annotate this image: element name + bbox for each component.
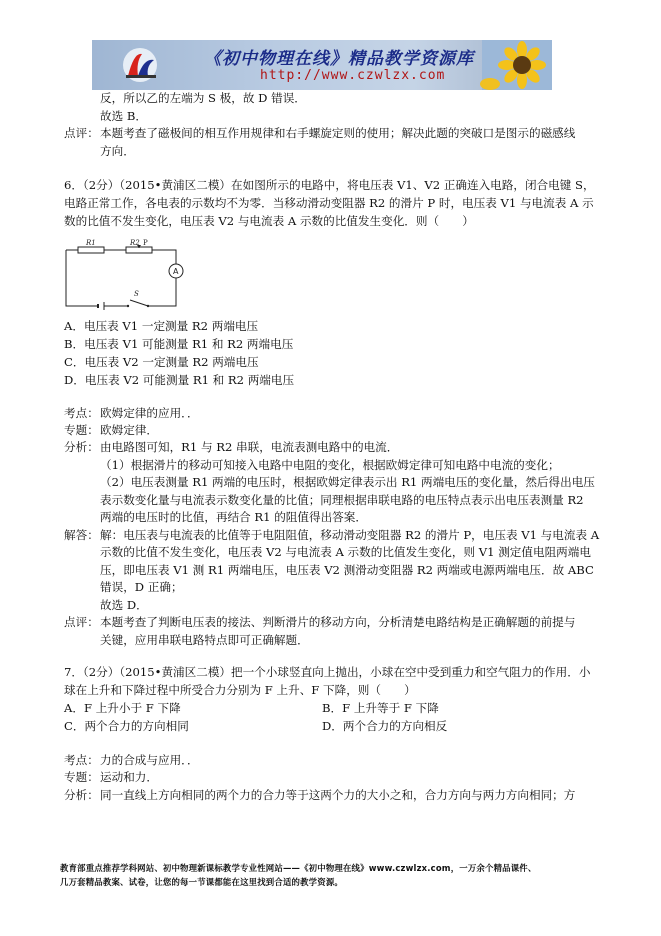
r1-label: R1 (86, 239, 96, 247)
q6-dianping-line1: 本题考查了判断电压表的接法、判断滑片的移动方向，分析清楚电路结构是正确解题的前提与 (100, 615, 576, 629)
prev-line1: 反，所以乙的左端为 S 极，故 D 错误． (100, 91, 306, 105)
resistor-r1-icon (78, 247, 104, 253)
p-label: P (143, 239, 148, 247)
q6-circuit-diagram (64, 239, 190, 310)
q6-dianping-label: 点评： (64, 615, 99, 629)
footer-line2: 几万套精品教案、试卷，让您的每一节课都能在这里找到合适的教学资源。 (60, 877, 343, 887)
q6-fenxi-line4: 表示数变化量与电流表示数变化量的比值；同理根据串联电路的电压特点表示出电压表测量 R2 (100, 493, 584, 507)
r2-label: R2 (130, 239, 140, 247)
prev-comment-line1: 本题考查了磁极间的相互作用规律和右手螺旋定则的使用；解决此题的突破口是图示的磁感线 (100, 126, 576, 140)
site-logo-icon (120, 46, 160, 84)
banner-url[interactable]: http://www.czwlzx.com (260, 68, 446, 83)
q6-stem-line3: 数的比值不发生变化，电压表 V2 与电流表 A 示数的比值发生变化．则（ ） (64, 214, 474, 228)
banner-title: 《初中物理在线》精品教学资源库 (204, 49, 474, 69)
q6-kaodian-label: 考点： (64, 406, 99, 420)
q7-kaodian-label: 考点： (64, 753, 99, 767)
q6-zhuanti-label: 专题： (64, 423, 99, 437)
q6-stem-line2: 电路正常工作，各电表的示数均不为零．当移动滑动变阻器 R2 的滑片 P 时，电压表 V1 与电流表 A 示 (64, 196, 594, 210)
q6-fenxi-line5: 两端的电压时的比值，再结合 R1 的阻值得出答案． (100, 510, 367, 524)
q6-option-b: B．电压表 V1 可能测量 R1 和 R2 两端电压 (64, 337, 294, 351)
q6-dianping-line2: 关键，应用串联电路特点即可正确解题． (100, 633, 309, 647)
q7-zhuanti-label: 专题： (64, 770, 99, 784)
q7-zhuanti: 运动和力． (100, 770, 158, 784)
s-label: S (134, 290, 139, 298)
footer-line1: 教育部重点推荐学科网站、初中物理新课标教学专业性网站——《初中物理在线》www.czwlzx.com，一万余个精品课件、 (60, 863, 537, 873)
q6-fenxi-line2: （1）根据滑片的移动可知接入电路中电阻的变化，根据欧姆定律可知电路中电流的变化； (100, 458, 560, 472)
q7-option-b: B．F 上升等于 F 下降 (322, 701, 439, 715)
q6-jieda-line1: 解：电压表与电流表的比值等于电阻阻值，移动滑动变阻器 R2 的滑片 P，电压表 V1 与电流表 A (100, 528, 600, 542)
q6-kaodian: 欧姆定律的应用．． (100, 406, 199, 420)
q7-fenxi-label: 分析： (64, 788, 99, 802)
header-banner (92, 40, 552, 90)
q6-jieda-line5: 故选 D． (100, 598, 148, 612)
q6-jieda-label: 解答： (64, 528, 99, 542)
q6-jieda-line2: 示数的比值不发生变化，电压表 V2 与电流表 A 示数的比值发生变化，则 V1 测定值电阻两端电 (100, 545, 591, 559)
sunflower-icon (482, 40, 552, 90)
q6-option-c: C．电压表 V2 一定测量 R2 两端电压 (64, 355, 259, 369)
prev-comment-line2: 方向． (100, 144, 135, 158)
q7-kaodian: 力的合成与应用．． (100, 753, 199, 767)
q7-option-c: C．两个合力的方向相同 (64, 719, 189, 733)
q6-option-d: D．电压表 V2 可能测量 R1 和 R2 两端电压 (64, 373, 295, 387)
q6-option-a: A．电压表 V1 一定测量 R2 两端电压 (64, 319, 259, 333)
q6-zhuanti: 欧姆定律． (100, 423, 158, 437)
q7-stem-line1: 7．（2分）（2015•黄浦区二模）把一个小球竖直向上抛出，小球在空中受到重力和空气阻力的作用．小 (64, 665, 591, 679)
q7-stem-line2: 球在上升和下降过程中所受合力分别为 F 上升、F 下降，则（ ） (64, 683, 416, 697)
prev-choice: 故选 B． (100, 109, 147, 123)
ammeter-label: A (173, 267, 179, 276)
q7-option-a: A．F 上升小于 F 下降 (64, 701, 181, 715)
q6-jieda-line4: 错误，D 正确； (100, 580, 183, 594)
q7-option-d: D．两个合力的方向相反 (322, 719, 448, 733)
q7-fenxi-line1: 同一直线上方向相同的两个力的合力等于这两个力的大小之和，合力方向与两力方向相同；方 (100, 788, 576, 802)
prev-comment-label: 点评： (64, 126, 99, 140)
q6-fenxi-line3: （2）电压表测量 R1 两端的电压时，根据欧姆定律表示出 R1 两端电压的变化量，然后得出电压 (100, 475, 595, 489)
q6-stem-line1: 6．（2分）（2015•黄浦区二模）在如图所示的电路中，将电压表 V1、V2 正确连入电路，闭合电键 S， (64, 178, 595, 192)
q6-jieda-line3: 压，即电压表 V1 测 R1 两端电压，电压表 V2 测滑动变阻器 R2 两端或电源两端电压．故 ABC (100, 563, 594, 577)
q6-fenxi-label: 分析： (64, 440, 99, 454)
q6-fenxi-line1: 由电路图可知，R1 与 R2 串联，电流表测电路中的电流． (100, 440, 399, 454)
